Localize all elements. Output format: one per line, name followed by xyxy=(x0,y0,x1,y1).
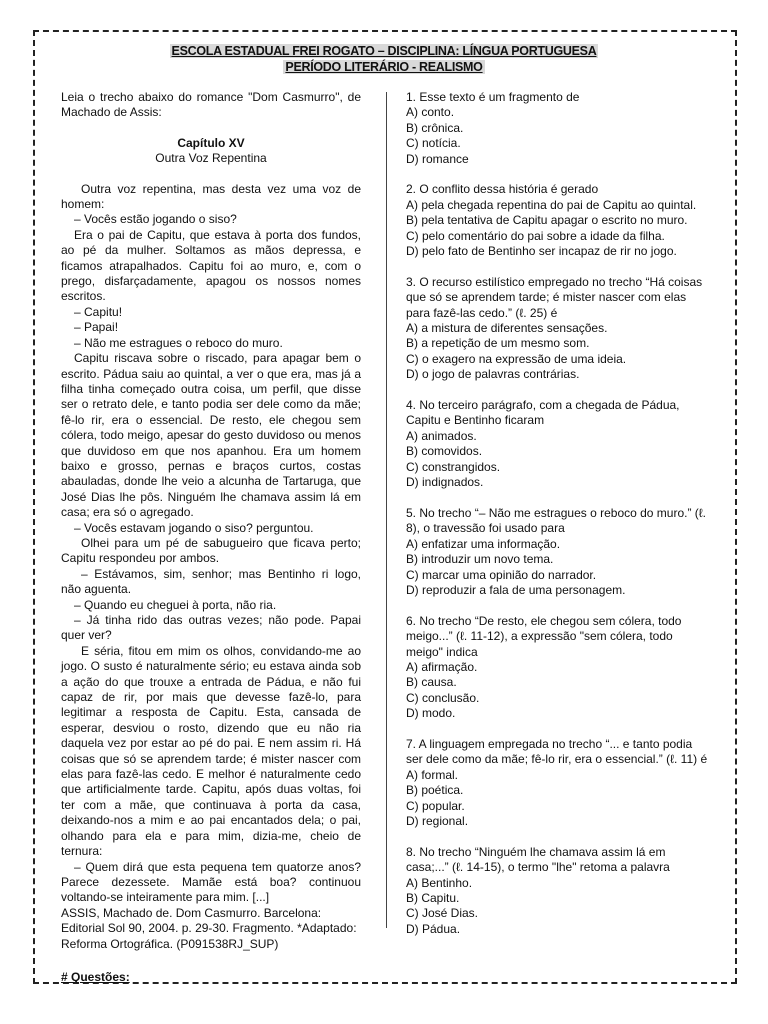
source-citation: ASSIS, Machado de. Dom Casmurro. Barcelona: Editorial Sol 90, 2004. p. 29-30. Fragmento. *Adaptado: Reforma Ortográfica. (P091538RJ_SUP) xyxy=(61,905,357,951)
paragraph: Outra voz repentina, mas desta vez uma voz de homem: xyxy=(61,181,361,212)
question-stem: 4. No terceiro parágrafo, com a chegada de Pádua, Capitu e Bentinho ficaram xyxy=(406,398,680,428)
question-stem: 1. Esse texto é um fragmento de xyxy=(406,90,580,104)
reading-column xyxy=(61,90,361,985)
option-b: B) poética. xyxy=(406,783,464,798)
questions-heading: # Questões: xyxy=(61,969,130,984)
option-b: B) causa. xyxy=(406,675,457,690)
option-d: D) o jogo de palavras contrárias. xyxy=(406,367,580,382)
period-title: PERÍODO LITERÁRIO - REALISMO xyxy=(285,60,483,74)
option-b: B) comovidos. xyxy=(406,444,483,459)
option-a: A) enfatizar uma informação. xyxy=(406,536,561,551)
question-5 xyxy=(406,506,711,598)
option-b: B) crônica. xyxy=(406,120,464,135)
question-6 xyxy=(406,614,711,722)
questions-column xyxy=(406,90,711,953)
paragraph: E séria, fitou em mim os olhos, convidando-me ao jogo. O susto é naturalmente sério; eu estava ainda sob a ação do que trouxe a entrada de Pádua, e não fui capaz de rir, por mais que devesse fazê-lo, para legitimar a resposta de Capitu. Esta, cansada de esperar, desviou o rosto, dizendo que eu não ria daquela vez por estar ao pé do pai. E nem assim ri. Há coisas que só se aprendem tarde; é mister nascer com elas para fazê-las cedo. E melhor é naturalmente cedo que artificialmente tarde. Capitu, após duas voltas, foi ter com a mãe, que continuava à porta da casa, deixando-nos a mim e ao pai encantados dela; o pai, olhando para ela e para mim, dizia-me, cheio de ternura: xyxy=(61,643,361,859)
chapter-subtitle: Outra Voz Repentina xyxy=(155,151,267,166)
paragraph: – Vocês estão jogando o siso? xyxy=(74,212,237,227)
question-4 xyxy=(406,398,711,490)
paragraph: – Estávamos, sim, senhor; mas Bentinho ri logo, não aguenta. xyxy=(61,566,361,597)
option-a: A) animados. xyxy=(406,428,477,443)
option-a: A) afirmação. xyxy=(406,659,478,674)
option-d: D) reproduzir a fala de uma personagem. xyxy=(406,582,626,597)
option-c: C) o exagero na expressão de uma ideia. xyxy=(406,351,627,366)
question-stem: 6. No trecho “De resto, ele chegou sem cólera, todo meigo...” (ℓ. 11-12), a expressão "sem cólera, todo meigo" indica xyxy=(406,613,682,659)
paragraph: Era o pai de Capitu, que estava à porta dos fundos, ao pé da mulher. Soltamos as mãos depressa, e ficamos atrapalhados. Capitu foi ao muro, e, com o prego, disfarçadamente, apagou os nossos nomes escritos. xyxy=(61,227,361,304)
page-header xyxy=(0,43,768,75)
option-c: C) constrangidos. xyxy=(406,459,501,474)
paragraph: – Quem dirá que esta pequena tem quatorze anos? Parece dezessete. Mamãe está boa? continuou voltando-se inteiramente para mim. [...] xyxy=(61,859,361,905)
question-7 xyxy=(406,737,711,829)
question-1 xyxy=(406,90,711,167)
question-3 xyxy=(406,275,711,383)
option-b: B) introduzir um novo tema. xyxy=(406,552,554,567)
paragraph: – Vocês estavam jogando o siso? perguntou. xyxy=(74,520,314,535)
column-divider xyxy=(386,92,387,928)
option-c: C) conclusão. xyxy=(406,690,480,705)
option-c: C) notícia. xyxy=(406,136,461,151)
option-d: D) Pádua. xyxy=(406,921,461,936)
option-b: B) Capitu. xyxy=(406,891,460,906)
option-c: C) popular. xyxy=(406,798,465,813)
chapter-title: Capítulo XV xyxy=(177,135,245,150)
option-d: D) modo. xyxy=(406,706,456,721)
intro-text: Leia o trecho abaixo do romance "Dom Casmurro", de Machado de Assis: xyxy=(61,90,361,120)
option-c: C) pelo comentário do pai sobre a idade da filha. xyxy=(406,228,665,243)
option-d: D) pelo fato de Bentinho ser incapaz de rir no jogo. xyxy=(406,244,677,259)
question-stem: 8. No trecho “Ninguém lhe chamava assim lá em casa;...” (ℓ. 14-15), o termo "lhe" retoma a palavra xyxy=(406,844,670,875)
question-stem: 5. No trecho “– Não me estragues o reboco do muro.” (ℓ. 8), o travessão foi usado para xyxy=(406,505,707,536)
option-a: A) conto. xyxy=(406,105,455,120)
question-8 xyxy=(406,845,711,937)
paragraph: Capitu riscava sobre o riscado, para apagar bem o escrito. Pádua saiu ao quintal, a ver o que era, mas já a filha tinha começado outra coisa, um perfil, que disse ser o retrato dele, e tanto podia ser dele como da mãe; fê-lo rir, era o essencial. De resto, ele chegou sem cólera, todo meigo, apesar do gesto duvidoso ou menos que duvidoso em que nos apanhou. Era um homem baixo e grosso, pernas e braços curtos, costas abauladas, donde lhe veio a alcunha de Tartaruga, que José Dias lhe pôs. Ninguém lhe chamava assim lá em casa; era só o agregado. xyxy=(61,351,361,520)
paragraph: – Capitu! xyxy=(74,304,123,319)
option-d: D) indignados. xyxy=(406,475,484,490)
paragraph: – Papai! xyxy=(74,320,119,335)
option-c: C) marcar uma opinião do narrador. xyxy=(406,567,597,582)
option-a: A) a mistura de diferentes sensações. xyxy=(406,321,608,336)
paragraph: – Quando eu cheguei à porta, não ria. xyxy=(74,597,277,612)
question-stem: 7. A linguagem empregada no trecho “... e tanto podia ser dele como da mãe; fê-lo rir, era o essencial.” (ℓ. 11) é xyxy=(406,736,708,767)
paragraph: – Já tinha rido das outras vezes; não pode. Papai quer ver? xyxy=(61,613,361,643)
school-title: ESCOLA ESTADUAL FREI ROGATO – DISCIPLINA: LÍNGUA PORTUGUESA xyxy=(171,44,597,58)
question-stem: 2. O conflito dessa história é gerado xyxy=(406,182,599,197)
option-a: A) formal. xyxy=(406,767,459,782)
option-d: D) regional. xyxy=(406,814,469,828)
option-d: D) romance xyxy=(406,151,469,166)
option-a: A) Bentinho. xyxy=(406,875,473,890)
option-b: B) a repetição de um mesmo som. xyxy=(406,336,590,351)
question-2 xyxy=(406,182,711,259)
option-a: A) pela chegada repentina do pai de Capitu ao quintal. xyxy=(406,197,697,212)
option-c: C) José Dias. xyxy=(406,906,479,921)
question-stem: 3. O recurso estilístico empregado no trecho “Há coisas que só se aprendem tarde; é mister nascer com elas para fazê-las cedo.” (ℓ. 25) é xyxy=(406,274,703,320)
paragraph: – Não me estragues o reboco do muro. xyxy=(74,335,283,350)
option-b: B) pela tentativa de Capitu apagar o escrito no muro. xyxy=(406,213,688,228)
paragraph: Olhei para um pé de sabugueiro que ficava perto; Capitu respondeu por ambos. xyxy=(61,535,361,566)
